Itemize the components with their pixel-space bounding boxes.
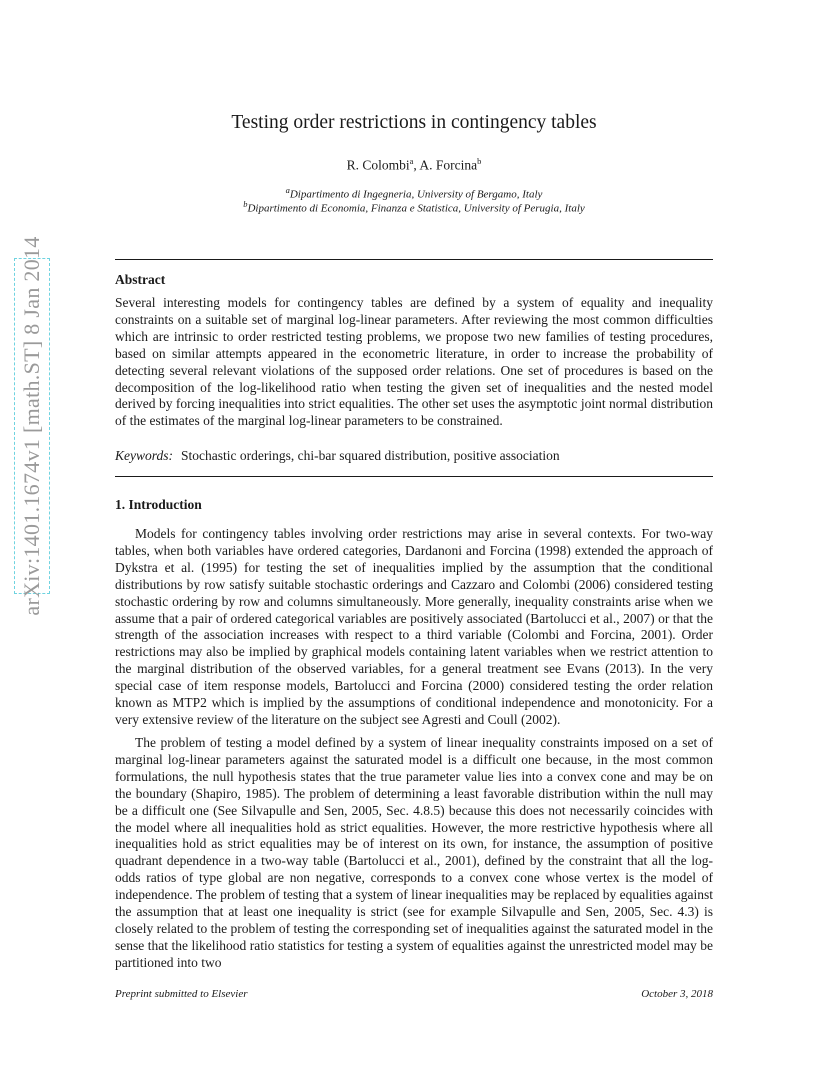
author-line: [0, 156, 828, 174]
arxiv-identifier-stamp: [14, 236, 50, 616]
affiliation-mark: a: [409, 156, 414, 166]
affiliation-mark: b: [477, 156, 482, 166]
abstract-heading: Abstract: [115, 272, 166, 287]
author-name: R. Colombi: [346, 157, 410, 173]
author-name: A. Forcina: [419, 157, 478, 173]
body-paragraph: Models for contingency tables involving order restrictions may arise in several contexts. For two-way tables, when both variables have ordered categories, Dardanoni and Forcina (1998) extended the approach of Dykstra et al. (1995) for testing the set of inequalities implied by the assumption that the conditional distributions by row satisfy suitable stochastic orderings and Cazzaro and Colombi (2006) considered testing stochastic ordering by row and columns simultaneously. More generally, inequality constraints arise when we assume that a pair of ordered categorical variables are positively associated (Bartolucci et al., 2007) or that the strength of the association increases with respect to a third variable (Colombi and Forcina, 2001). Order restrictions may also be implied by graphical models containing latent variables when we restrict attention to the marginal distribution of the observed variables, for a general treatment see Evans (2013). In the very special case of item response models, Bartolucci and Forcina (2000) considered testing the order relation known as MTP2 which is implied by the assumptions of conditional independence and monotonicity. For a very extensive review of the literature on the subject see Agresti and Coull (2002).: [115, 526, 713, 727]
body-paragraph: The problem of testing a model defined by a system of linear inequality constraints imposed on a set of marginal log-linear parameters against the saturated model is a difficult one because, in the most common formulations, the null hypothesis states that the true parameter value lies into a convex cone and may be on the boundary (Shapiro, 1985). The problem of determining a least favorable distribution within the null may be a difficult one (See Silvapulle and Sen, 2005, Sec. 4.8.5) because this does not necessarily coincides with the model where all inequalities hold as strict equalities. However, the more restrictive hypothesis where all inequalities hold as strict equalities may be of interest on its own, for instance, the assumption of positive quadrant dependence in a two-way table (Bartolucci et al., 2001), defined by the constraint that all the log-odds ratios of type global are non negative, corresponds to a convex cone whose vertex is the model of independence. The problem of testing that a system of linear inequalities may be replaced by equalities against the assumption that at least one inequality is strict (see for example Silvapulle and Sen, 2005, Sec. 4.3) is closely related to the problem of testing the corresponding set of inequalities against the saturated model in the sense that the likelihood ratio statistics for testing a system of equalities against the unrestricted model may be partitioned into two: [115, 735, 713, 970]
author-separator: ,: [413, 157, 420, 173]
affiliation-text: Dipartimento di Economia, Finanza e Statistica, University of Perugia, Italy: [247, 202, 585, 215]
affiliation-mark: b: [243, 199, 248, 209]
affiliation: [0, 199, 828, 215]
abstract-top-rule: [115, 259, 713, 260]
arxiv-identifier: arXiv:1401.1674v1 [math.ST] 8 Jan 2014: [19, 236, 44, 616]
affiliation-mark: a: [285, 185, 290, 195]
keywords-label: Keywords:: [115, 448, 173, 463]
abstract-text: Several interesting models for contingency tables are defined by a system of equality and inequality constraints on a suitable set of marginal log-linear parameters. After reviewing the most common difficulties which are intrinsic to order restricted testing problems, we propose two new families of testing procedures, based on similar attempts appeared in the econometric literature, in order to increase the probability of detecting several relevant violations of the supposed order relations. One set of procedures is based on the decomposition of the log-likelihood ratio when testing the given set of inequalities and the nested model derived by forcing inequalities into strict equalities. The other set uses the asymptotic joint normal distribution of the estimates of the marginal log-linear parameters to be constrained.: [115, 295, 713, 429]
keywords-text: Stochastic orderings, chi-bar squared distribution, positive association: [181, 448, 560, 463]
paper-title: Testing order restrictions in contingency tables: [231, 112, 597, 133]
footer-preprint-note: Preprint submitted to Elsevier: [115, 988, 248, 1000]
footer-date: October 3, 2018: [641, 988, 713, 1000]
abstract-bottom-rule: [115, 476, 713, 477]
keywords: [115, 448, 713, 464]
affiliation-text: Dipartimento di Ingegneria, University of Bergamo, Italy: [289, 188, 543, 201]
section-heading: 1. Introduction: [115, 497, 202, 512]
